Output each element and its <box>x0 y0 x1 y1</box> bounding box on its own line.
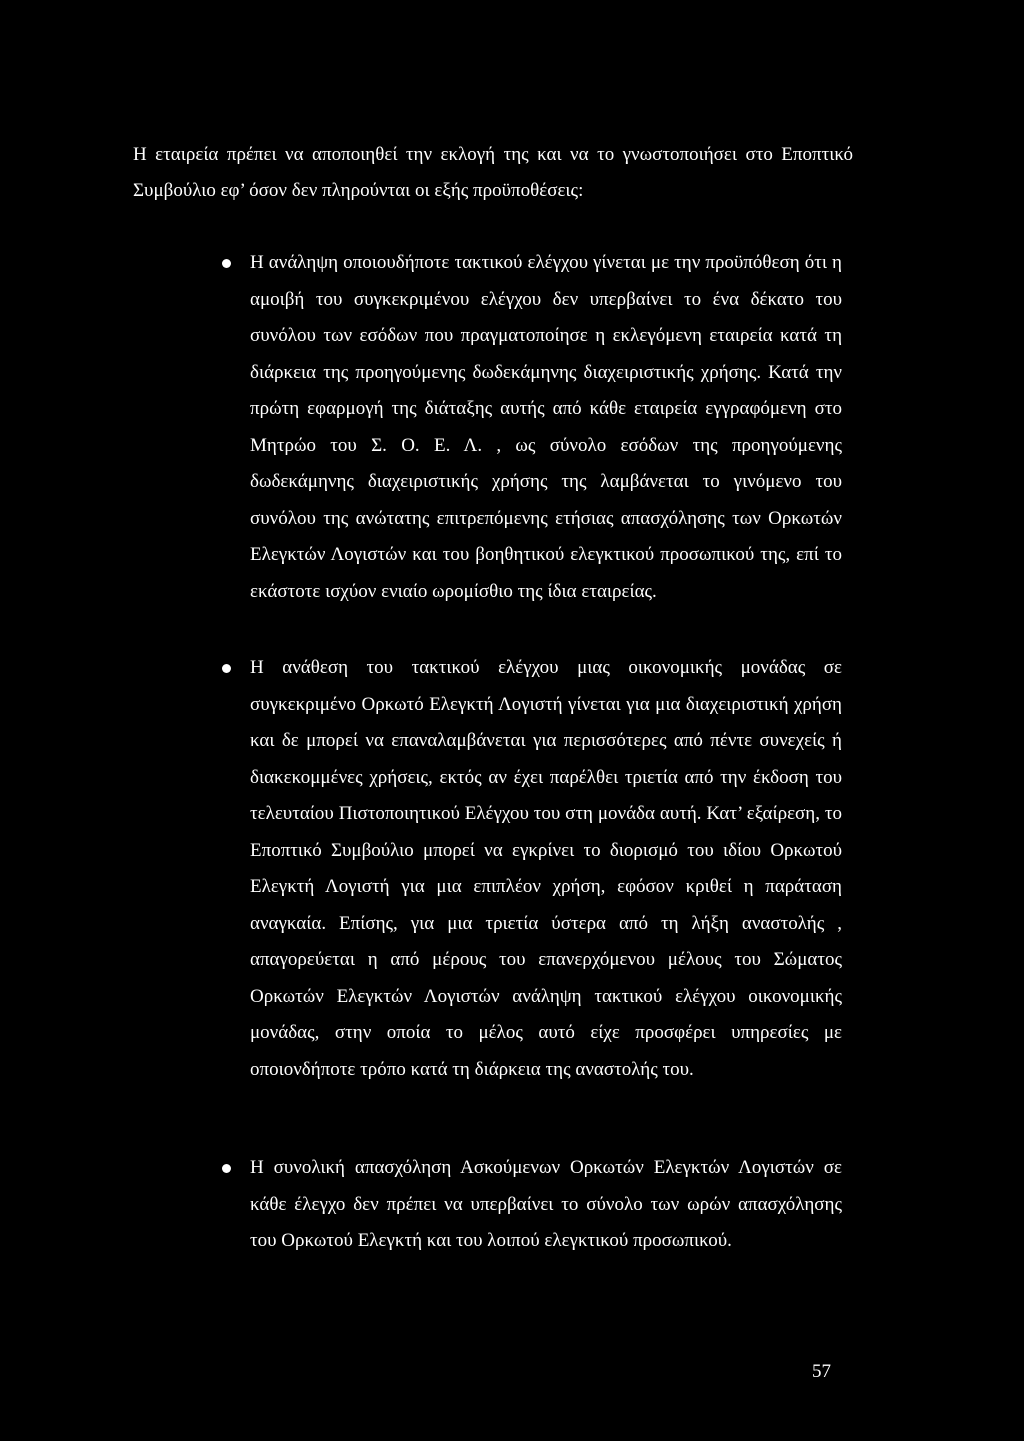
list-item <box>250 650 842 1088</box>
list-item-text: Η ανάληψη οποιουδήποτε τακτικού ελέγχου γίνεται με την προϋπόθεση ότι η αμοιβή του συγκεκριμένου ελέγχου δεν υπερβαίνει το ένα δέκατο του συνόλου των εσόδων που πραγματοποίησε η εκλεγόμενη εταιρεία κατά τη διάρκεια της προηγούμενης δωδεκάμηνης διαχειριστικής χρήσης. Κατά την πρώτη εφαρμογή της διάταξης αυτής από κάθε εταιρεία εγγραφόμενη στο Μητρώο του Σ. Ο. Ε. Λ. , ως σύνολο εσόδων της προηγούμενης δωδεκάμηνης διαχειριστικής χρήσης της λαμβάνεται το γινόμενο του συνόλου της ανώτατης επιτρεπόμενης ετήσιας απασχόλησης των Ορκωτών Ελεγκτών Λογιστών και του βοηθητικού ελεγκτικού προσωπικού της, επί το εκάστοτε ισχύον ενιαίο ωρομίσθιο της ίδια εταιρείας. <box>250 252 842 602</box>
page-number: 57 <box>812 1361 831 1382</box>
bullet-icon <box>222 1164 231 1173</box>
bullet-icon <box>222 664 231 673</box>
list-item <box>250 245 842 610</box>
list-item <box>250 1150 842 1260</box>
intro-paragraph: Η εταιρεία πρέπει να αποποιηθεί την εκλογή της και να το γνωστοποιήσει στο Εποπτικό Συμβούλιο εφ’ όσον δεν πληρούνται οι εξής προϋποθέσεις: <box>133 144 853 201</box>
list-item-text: Η συνολική απασχόληση Ασκούμενων Ορκωτών Ελεγκτών Λογιστών σε κάθε έλεγχο δεν πρέπει να υπερβαίνει το σύνολο των ωρών απασχόλησης του Ορκωτού Ελεγκτή και του λοιπού ελεγκτικού προσωπικού. <box>250 1157 842 1251</box>
list-item-text: Η ανάθεση του τακτικού ελέγχου μιας οικονομικής μονάδας σε συγκεκριμένο Ορκωτό Ελεγκτή Λογιστή γίνεται για μια διαχειριστική χρήση και δε μπορεί να επαναλαμβάνεται για περισσότερες από πέντε συνεχείς ή διακεκομμένες χρήσεις, εκτός αν έχει παρέλθει τριετία από την έκδοση του τελευταίου Πιστοποιητικού Ελέγχου του στη μονάδα αυτή. Κατ’ εξαίρεση, το Εποπτικό Συμβούλιο μπορεί να εγκρίνει το διορισμό του ιδίου Ορκωτού Ελεγκτή Λογιστή για μια επιπλέον χρήση, εφόσον κριθεί η παράταση αναγκαία. Επίσης, για μια τριετία ύστερα από τη λήξη αναστολής , απαγορεύεται η από μέρους του επανερχόμενου μέλους του Σώματος Ορκωτών Ελεγκτών Λογιστών ανάληψη τακτικού ελέγχου οικονομικής μονάδας, στην οποία το μέλος αυτό είχε προσφέρει υπηρεσίες με οποιονδήποτε τρόπο κατά τη διάρκεια της αναστολής του. <box>250 657 842 1080</box>
bullet-icon <box>222 259 231 268</box>
